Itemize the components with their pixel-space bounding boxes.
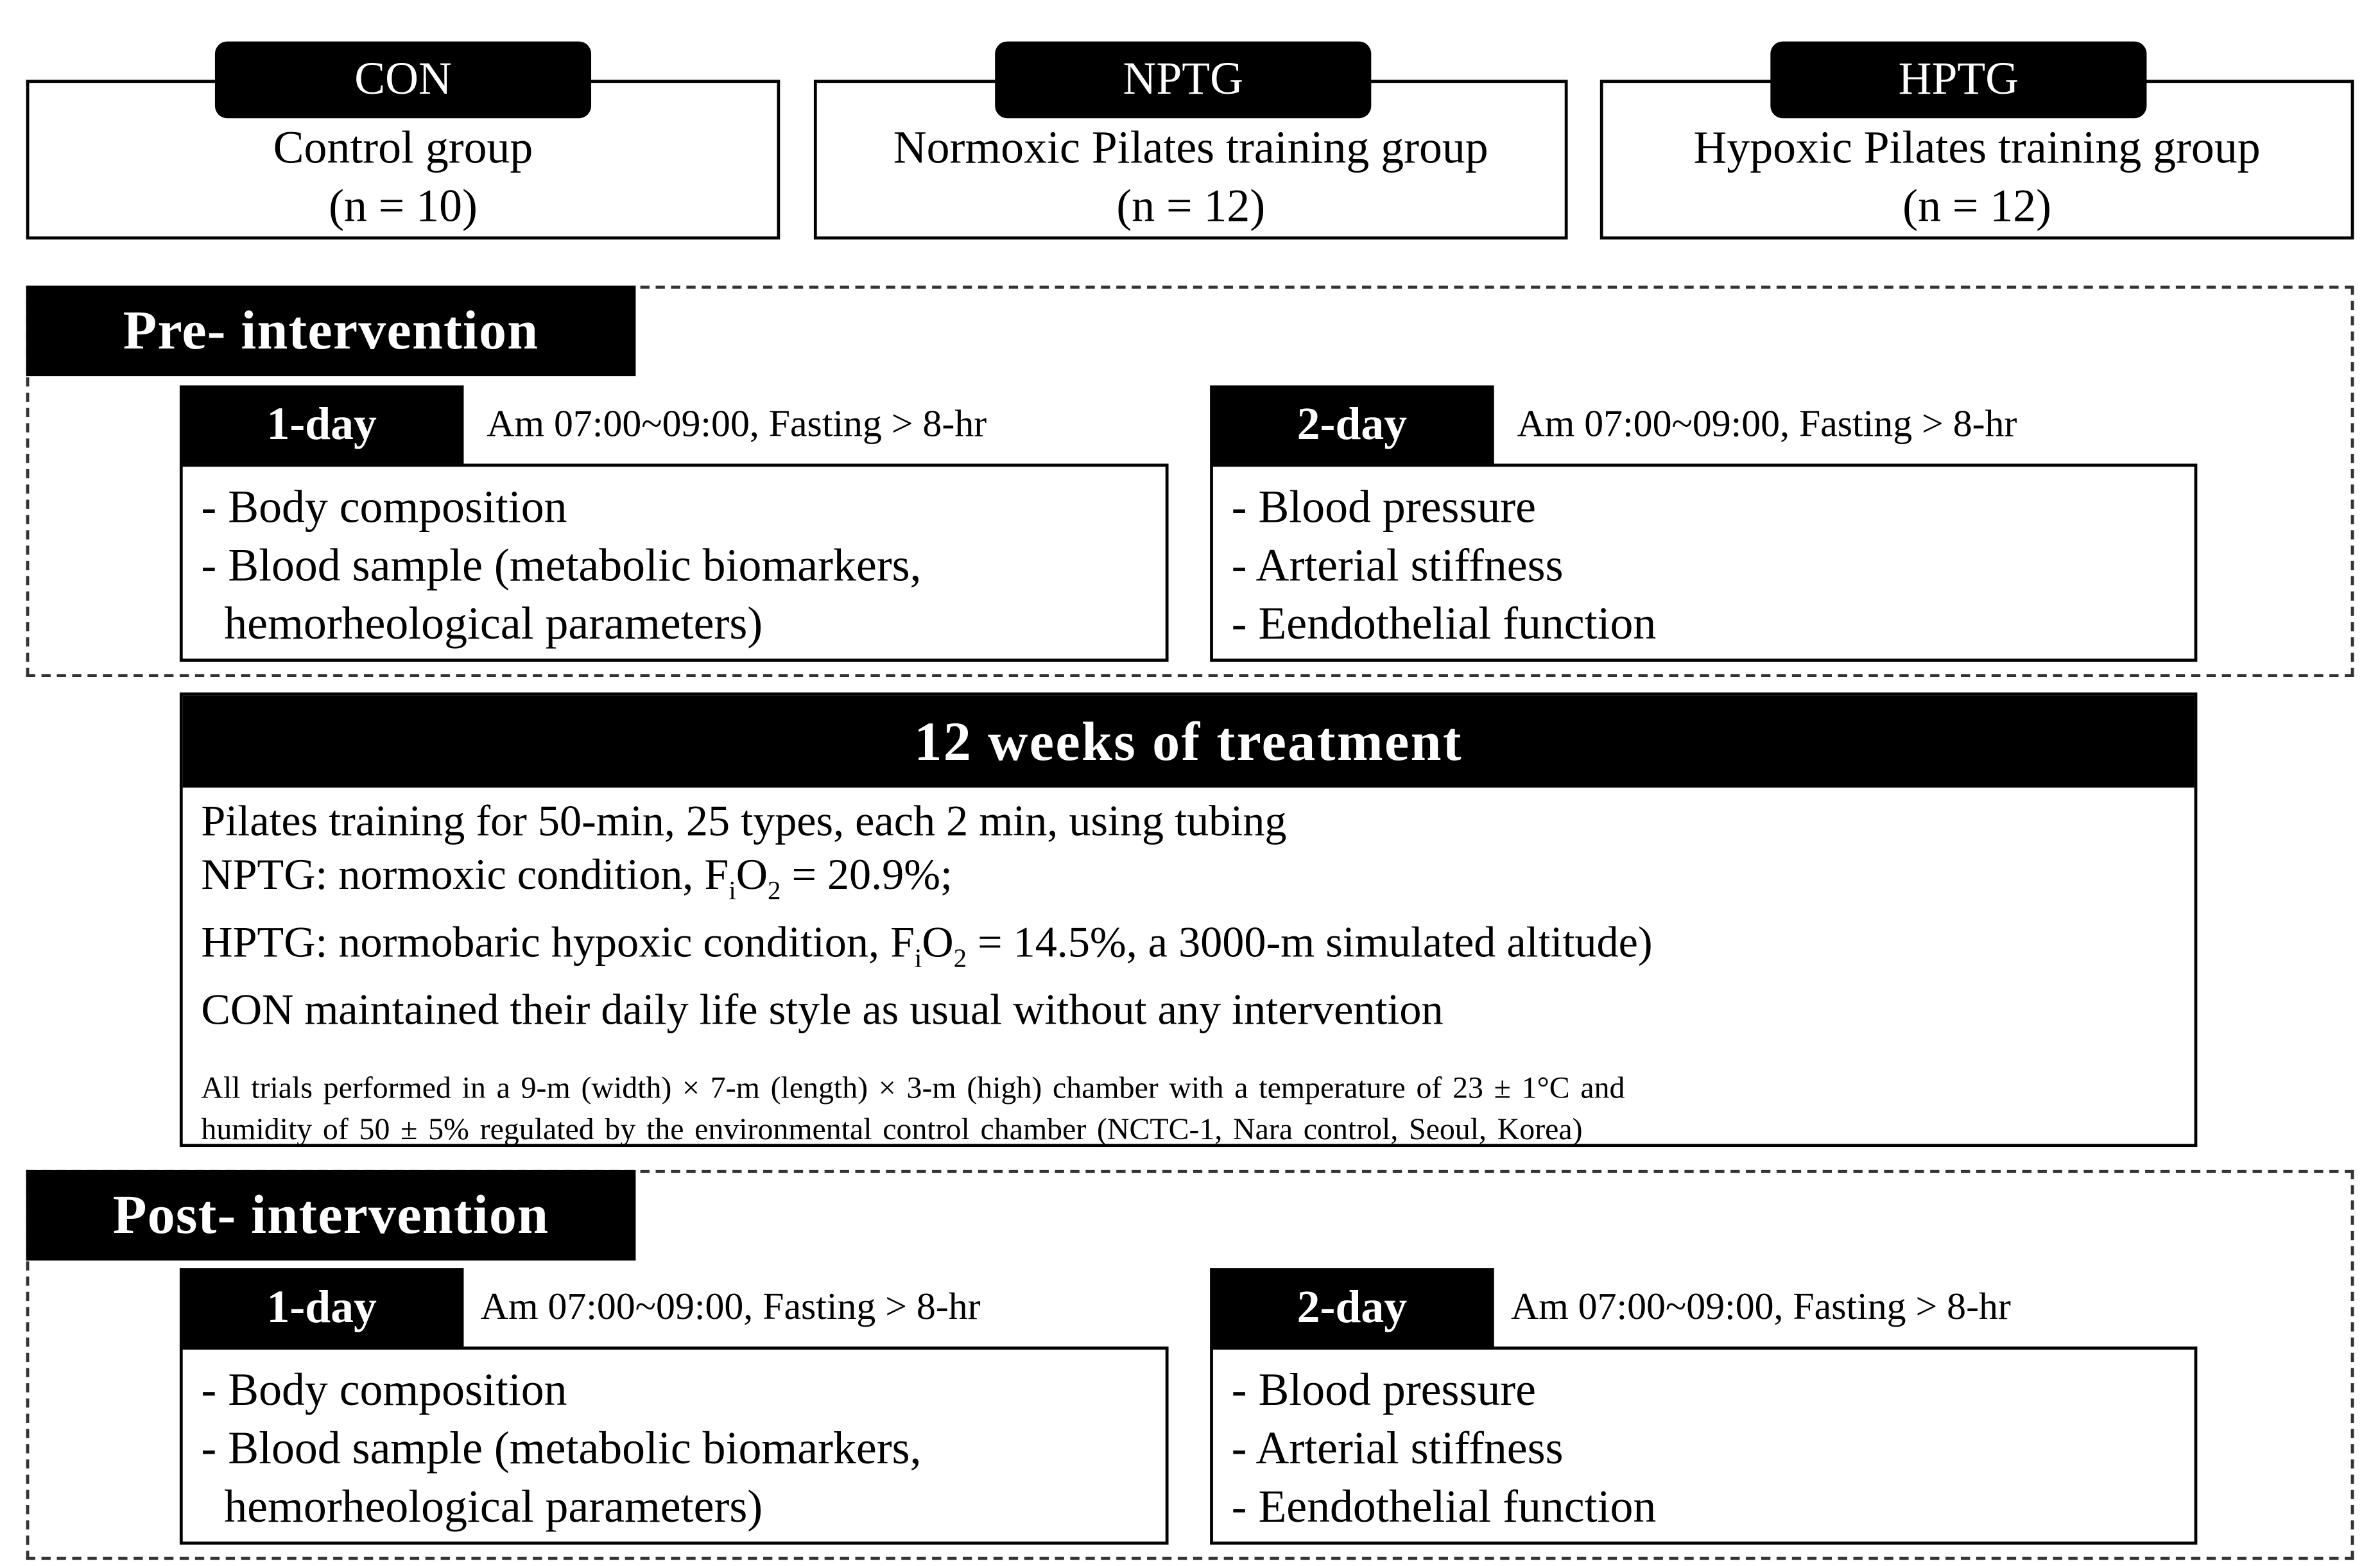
post-intervention-label: Post- intervention xyxy=(26,1170,636,1261)
treatment-box xyxy=(180,693,2197,1147)
pre-intervention-label: Pre- intervention xyxy=(26,286,636,376)
group-n: (n = 12) xyxy=(1902,181,2052,232)
post-day2-box xyxy=(1210,1347,2197,1545)
treatment-note: humidity of 50 ± 5% regulated by the environmental control chamber (NCTC-1, Nara control, Seoul, Korea) xyxy=(201,1114,1583,1148)
group-tab-nptg: NPTG xyxy=(995,42,1371,119)
list-item: - Blood sample (metabolic biomarkers, xyxy=(201,1423,922,1474)
list-item: - Body composition xyxy=(201,1364,567,1416)
list-item: hemorheological parameters) xyxy=(201,1481,763,1533)
group-name: Normoxic Pilates training group xyxy=(893,123,1488,174)
treatment-line: Pilates training for 50-min, 25 types, each 2 min, using tubing xyxy=(201,798,1287,847)
pre-day2-box xyxy=(1210,463,2197,662)
pre-day2-time: Am 07:00~09:00, Fasting > 8-hr xyxy=(1517,404,2017,445)
list-item: - Eendothelial function xyxy=(1231,598,1657,650)
text: O xyxy=(922,919,954,967)
list-item: - Eendothelial function xyxy=(1231,1481,1657,1533)
pre-day1-tab: 1-day xyxy=(180,385,464,465)
post-day1-tab: 1-day xyxy=(180,1268,464,1348)
group-n: (n = 10) xyxy=(329,181,478,232)
treatment-line-nptg xyxy=(183,850,2195,918)
treatment-title: 12 weeks of treatment xyxy=(183,696,2195,788)
treatment-line-con: CON maintained their daily life style as usual without any intervention xyxy=(201,986,1444,1035)
subscript: i xyxy=(729,875,736,905)
group-tab-hptg: HPTG xyxy=(1770,42,2146,119)
list-item: - Blood sample (metabolic biomarkers, xyxy=(201,540,922,592)
text: HPTG: normobaric hypoxic condition, F xyxy=(201,919,915,967)
post-day1-time: Am 07:00~09:00, Fasting > 8-hr xyxy=(480,1286,981,1329)
group-n: (n = 12) xyxy=(1116,181,1266,232)
text: O xyxy=(736,851,768,899)
post-day2-tab: 2-day xyxy=(1210,1268,1494,1348)
subscript: i xyxy=(914,943,922,973)
text: = 20.9%; xyxy=(780,851,953,899)
post-day2-time: Am 07:00~09:00, Fasting > 8-hr xyxy=(1511,1286,2011,1329)
group-tab-con: CON xyxy=(215,42,591,119)
list-item: - Blood pressure xyxy=(1231,482,1537,533)
list-item: - Blood pressure xyxy=(1231,1364,1537,1416)
pre-day2-tab: 2-day xyxy=(1210,385,1494,465)
subscript: 2 xyxy=(767,875,781,905)
list-item: - Body composition xyxy=(201,482,567,533)
group-name: Control group xyxy=(273,123,533,174)
post-day1-box xyxy=(180,1347,1169,1545)
group-name: Hypoxic Pilates training group xyxy=(1693,123,2261,174)
subscript: 2 xyxy=(953,943,967,973)
text: NPTG: normoxic condition, F xyxy=(201,851,729,899)
treatment-note: All trials performed in a 9-m (width) × 7-m (length) × 3-m (high) chamber with a temperature of 23 ± 1°C and xyxy=(201,1072,1625,1106)
list-item: - Arterial stiffness xyxy=(1231,1423,1564,1474)
list-item: hemorheological parameters) xyxy=(201,598,763,650)
text: = 14.5%, a 3000-m simulated altitude) xyxy=(967,919,1653,967)
pre-day1-time: Am 07:00~09:00, Fasting > 8-hr xyxy=(487,404,987,445)
pre-day1-box xyxy=(180,463,1169,662)
list-item: - Arterial stiffness xyxy=(1231,540,1564,592)
treatment-line-hptg xyxy=(183,918,2195,986)
